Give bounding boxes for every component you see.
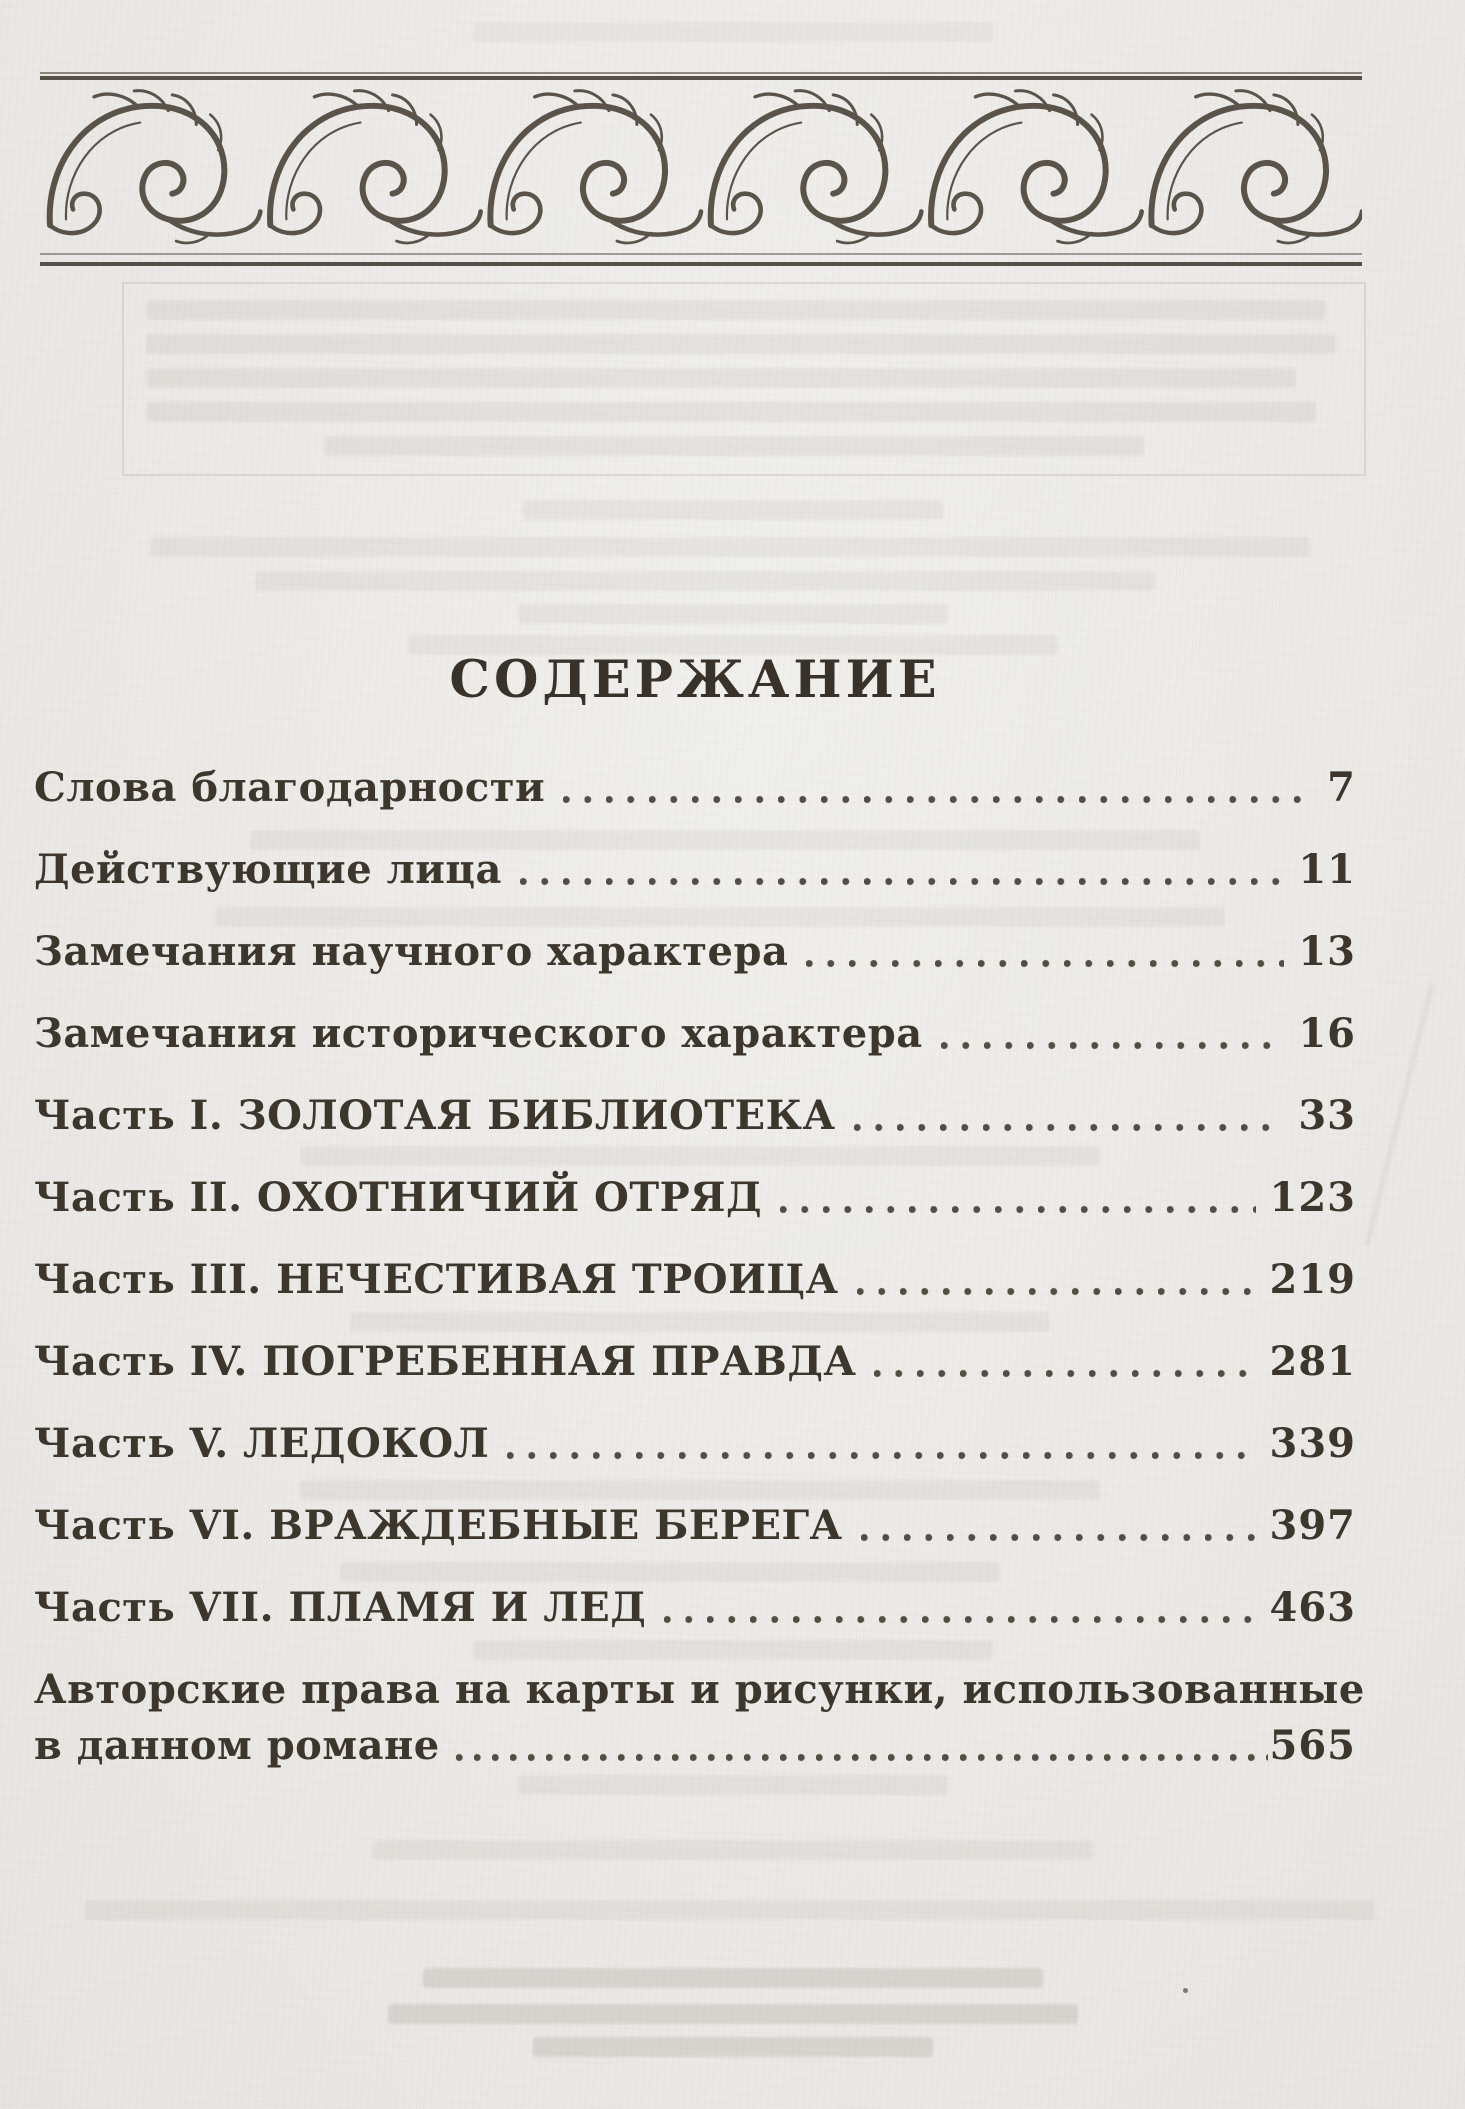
- toc-page-number: 11: [1298, 846, 1356, 893]
- dot-leader: [456, 1753, 1268, 1762]
- toc-entry: [34, 1584, 1356, 1632]
- bleed-line: [146, 402, 1316, 422]
- table-of-contents: [34, 764, 1365, 1770]
- dot-leader: [507, 1451, 1255, 1460]
- toc-entry-label: Часть IV. ПОГРЕБЕННАЯ ПРАВДА: [34, 1338, 857, 1385]
- toc-page-number: 463: [1269, 1584, 1356, 1631]
- bottom-thin-rule: [40, 253, 1362, 255]
- bottom-thick-rule: [40, 262, 1362, 266]
- toc-entry: [34, 1722, 1356, 1770]
- dot-leader: [861, 1533, 1256, 1542]
- bleed-line: [150, 537, 1310, 557]
- dot-leader: [664, 1615, 1255, 1624]
- toc-page-number: 7: [1327, 764, 1356, 811]
- bleed-line: [523, 500, 943, 520]
- toc-page-number: 281: [1269, 1338, 1356, 1385]
- toc-page-number: 339: [1269, 1420, 1356, 1467]
- dot-leader: [780, 1205, 1255, 1214]
- toc-entry: [34, 1420, 1356, 1468]
- toc-page-number: 397: [1269, 1502, 1356, 1549]
- ornament-band: [40, 72, 1362, 266]
- toc-entry: [34, 928, 1356, 976]
- toc-entry: [34, 1338, 1356, 1386]
- toc-entry: [34, 1256, 1356, 1304]
- bleed-line: [146, 300, 1326, 320]
- paper-crease: [1365, 984, 1433, 1247]
- toc-entry-label: Слова благодарности: [34, 764, 546, 811]
- toc-entry-label: Часть VII. ПЛАМЯ И ЛЕД: [34, 1584, 647, 1631]
- toc-entry-label: Часть II. ОХОТНИЧИЙ ОТРЯД: [34, 1174, 763, 1221]
- dot-leader: [563, 795, 1313, 804]
- toc-entry: [34, 1666, 1365, 1714]
- toc-entry-label: Замечания научного характера: [34, 928, 789, 975]
- bleed-line: [373, 1840, 1093, 1860]
- toc-entry: [34, 764, 1356, 812]
- top-thick-rule: [40, 76, 1362, 80]
- bleed-line: [388, 2004, 1078, 2024]
- bleed-line: [255, 571, 1155, 591]
- toc-entry-label: Замечания исторического характера: [34, 1010, 923, 1057]
- toc-entry: [34, 1502, 1356, 1550]
- bleed-line: [146, 334, 1336, 354]
- ink-speck: [1183, 1988, 1188, 1993]
- toc-entry-label: Часть I. ЗОЛОТАЯ БИБЛИОТЕКА: [34, 1092, 836, 1139]
- dot-leader: [806, 959, 1284, 968]
- bleed-line: [518, 604, 948, 624]
- toc-entry-label: Авторские права на карты и рисунки, использованные: [34, 1666, 1365, 1713]
- bleed-line: [533, 2037, 933, 2057]
- dot-leader: [874, 1369, 1255, 1378]
- bleed-line: [518, 1775, 948, 1795]
- acanthus-scroll-ornament-icon: [40, 85, 1362, 249]
- bleed-through-box: [122, 282, 1366, 476]
- toc-entry-label: Часть V. ЛЕДОКОЛ: [34, 1420, 490, 1467]
- bleed-line: [324, 436, 1144, 456]
- toc-entry: [34, 1010, 1356, 1058]
- bleed-line: [85, 1900, 1375, 1920]
- page-title: СОДЕРЖАНИЕ: [449, 650, 941, 710]
- toc-entry: [34, 1092, 1356, 1140]
- toc-entry-label: Часть III. НЕЧЕСТИВАЯ ТРОИЦА: [34, 1256, 839, 1303]
- toc-entry: [34, 846, 1356, 894]
- toc-entry-label: в данном романе: [34, 1722, 440, 1769]
- toc-page-number: 33: [1298, 1092, 1356, 1139]
- toc-page-number: 13: [1298, 928, 1356, 975]
- bleed-line: [423, 1968, 1043, 1988]
- toc-page-number: 16: [1298, 1010, 1356, 1057]
- dot-leader: [520, 877, 1284, 886]
- bleed-line: [146, 368, 1296, 388]
- toc-entry: [34, 1174, 1356, 1222]
- dot-leader: [854, 1123, 1285, 1132]
- dot-leader: [941, 1041, 1285, 1050]
- toc-entry-label: Действующие лица: [34, 846, 502, 893]
- top-thin-rule: [40, 72, 1362, 74]
- toc-entry-label: Часть VI. ВРАЖДЕБНЫЕ БЕРЕГА: [34, 1502, 843, 1549]
- toc-page-number: 565: [1269, 1722, 1356, 1769]
- bleed-line: [473, 22, 993, 42]
- dot-leader: [857, 1287, 1256, 1296]
- toc-page-number: 123: [1269, 1174, 1356, 1221]
- toc-page-number: 219: [1269, 1256, 1356, 1303]
